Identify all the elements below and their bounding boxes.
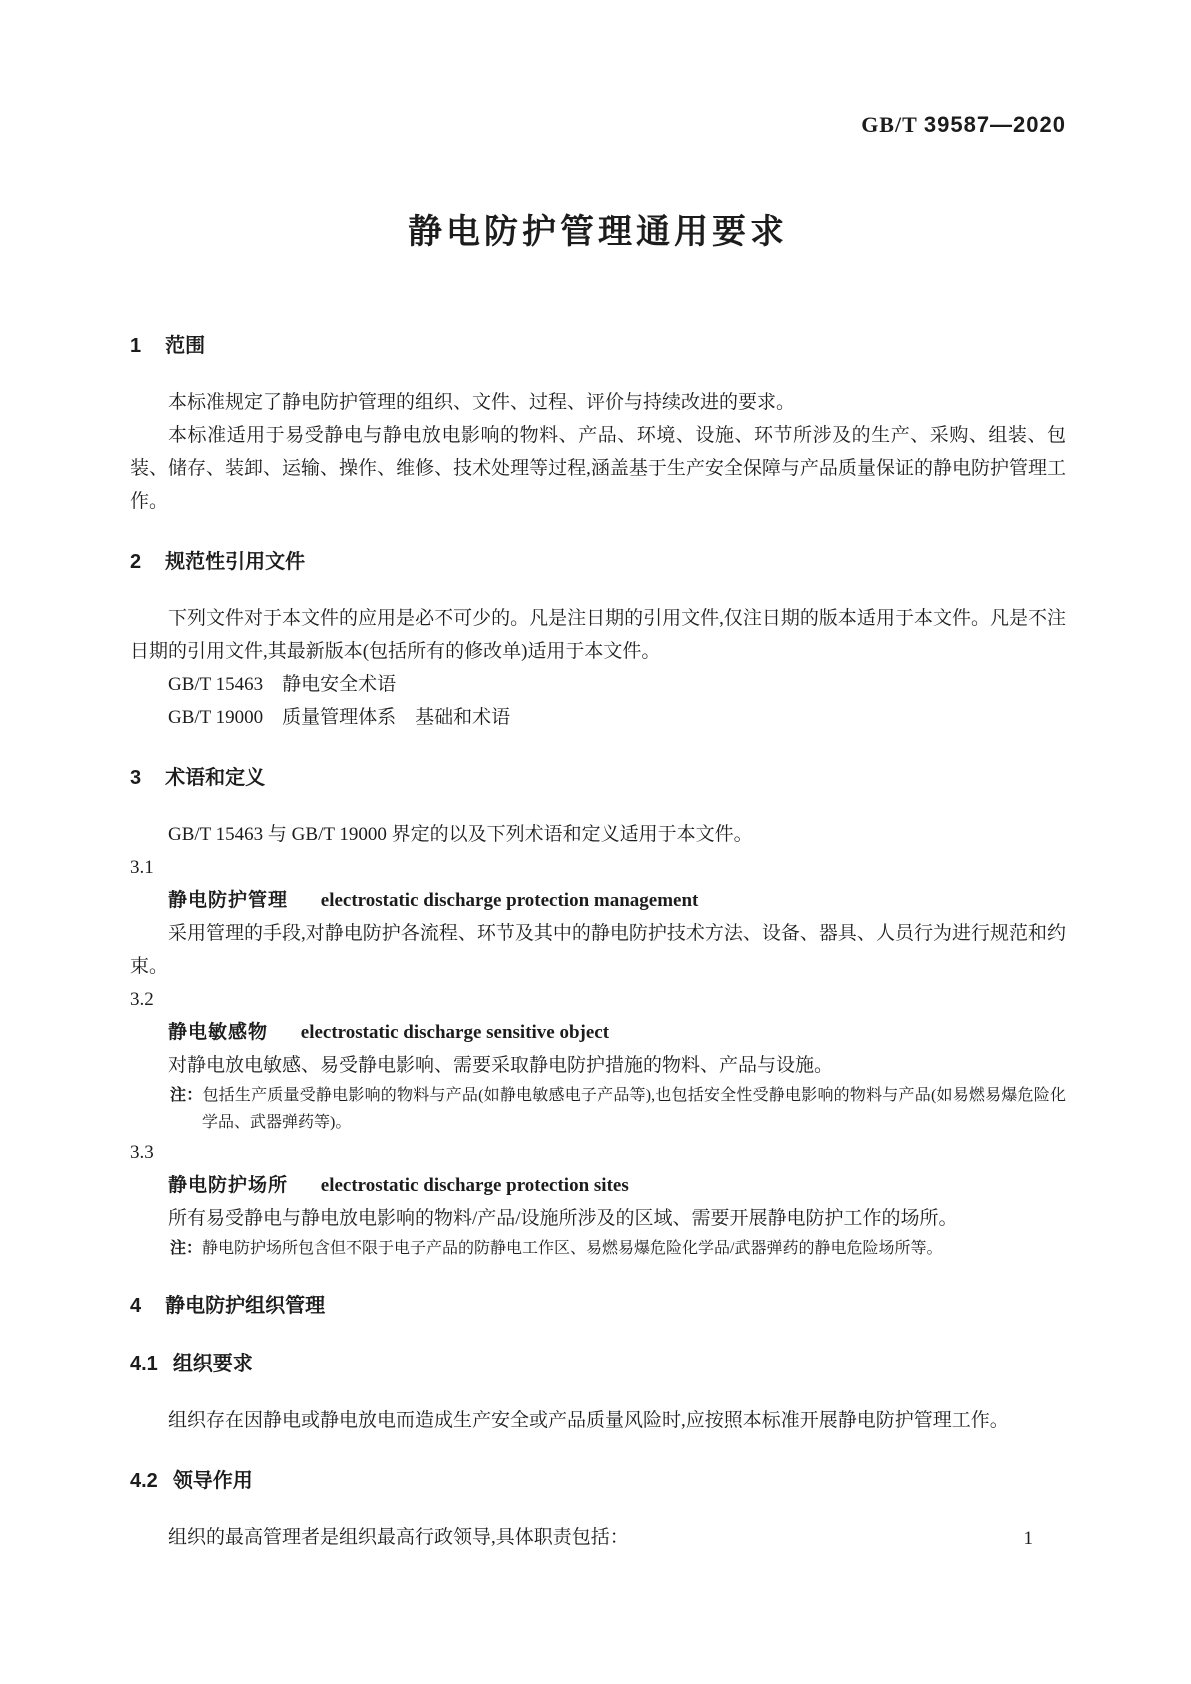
section-1-number: 1 bbox=[130, 335, 142, 357]
standard-code bbox=[130, 112, 1066, 138]
section-3-heading bbox=[130, 764, 1066, 792]
term-3-1-english: electrostatic discharge protection management bbox=[320, 890, 699, 911]
section-4-heading bbox=[130, 1292, 1066, 1320]
section-4-2-number: 4.2 bbox=[130, 1470, 158, 1492]
section-4-2-paragraph: 组织的最高管理者是组织最高行政领导,具体职责包括： bbox=[168, 1527, 629, 1548]
section-1-paragraph-1: 本标准规定了静电防护管理的组织、文件、过程、评价与持续改进的要求。 bbox=[168, 392, 796, 413]
term-3-2-english: electrostatic discharge sensitive object bbox=[300, 1022, 610, 1043]
term-3-2-chinese: 静电敏感物 bbox=[168, 1022, 269, 1043]
term-3-2-number: 3.2 bbox=[130, 989, 154, 1010]
section-2-title: 规范性引用文件 bbox=[165, 551, 306, 573]
normative-reference-2: GB/T 19000 质量管理体系 基础和术语 bbox=[168, 707, 511, 728]
term-3-3-english: electrostatic discharge protection sites bbox=[320, 1175, 629, 1196]
section-4-1-paragraph: 组织存在因静电或静电放电而造成生产安全或产品质量风险时,应按照本标准开展静电防护管理工作。 bbox=[168, 1410, 1009, 1431]
note-label: 注： bbox=[170, 1087, 203, 1104]
section-3-title: 术语和定义 bbox=[165, 767, 266, 789]
term-3-1-chinese: 静电防护管理 bbox=[168, 890, 289, 911]
section-2-heading bbox=[130, 548, 1066, 576]
standard-code-number: 39587—2020 bbox=[923, 112, 1066, 137]
term-3-2-note bbox=[170, 1082, 1066, 1136]
term-3-2-heading bbox=[130, 1016, 1066, 1049]
term-3-3-number: 3.3 bbox=[130, 1142, 154, 1163]
standard-code-prefix: GB/T bbox=[861, 112, 918, 137]
term-3-1-heading bbox=[130, 884, 1066, 917]
page-number: 1 bbox=[1023, 1528, 1033, 1549]
section-2-intro: 下列文件对于本文件的应用是必不可少的。凡是注日期的引用文件,仅注日期的版本适用于本文件。凡是不注日期的引用文件,其最新版本(包括所有的修改单)适用于本文件。 bbox=[130, 608, 1066, 662]
section-4-1-number: 4.1 bbox=[130, 1353, 158, 1375]
section-1-title: 范围 bbox=[165, 335, 206, 357]
term-block-3-1 bbox=[130, 851, 1066, 983]
term-3-3-note bbox=[170, 1235, 1066, 1262]
term-3-1-definition: 采用管理的手段,对静电防护各流程、环节及其中的静电防护技术方法、设备、器具、人员行为进行规范和约束。 bbox=[130, 923, 1066, 977]
term-block-3-2 bbox=[130, 983, 1066, 1136]
normative-reference-1: GB/T 15463 静电安全术语 bbox=[168, 674, 397, 695]
section-4-title: 静电防护组织管理 bbox=[165, 1295, 326, 1317]
term-3-3-heading bbox=[130, 1169, 1066, 1202]
section-4-1-heading bbox=[130, 1350, 1066, 1378]
section-1-heading bbox=[130, 332, 1066, 360]
section-1-paragraph-2: 本标准适用于易受静电与静电放电影响的物料、产品、环境、设施、环节所涉及的生产、采购、组装、包装、储存、装卸、运输、操作、维修、技术处理等过程,涵盖基于生产安全保障与产品质量保证的静电防护管理工作。 bbox=[130, 425, 1066, 512]
term-3-3-definition: 所有易受静电与静电放电影响的物料/产品/设施所涉及的区域、需要开展静电防护工作的场所。 bbox=[168, 1208, 958, 1229]
note-text: 静电防护场所包含但不限于电子产品的防静电工作区、易燃易爆危险化学品/武器弹药的静电危险场所等。 bbox=[202, 1240, 943, 1257]
section-2-number: 2 bbox=[130, 551, 142, 573]
term-block-3-3 bbox=[130, 1136, 1066, 1262]
term-3-3-chinese: 静电防护场所 bbox=[168, 1175, 289, 1196]
note-label: 注： bbox=[170, 1240, 203, 1257]
term-3-1-number: 3.1 bbox=[130, 857, 154, 878]
document-title: 静电防护管理通用要求 bbox=[408, 213, 788, 251]
section-4-2-heading bbox=[130, 1467, 1066, 1495]
note-text: 包括生产质量受静电影响的物料与产品(如静电敏感电子产品等),也包括安全性受静电影响的物料与产品(如易燃易爆危险化学品、武器弹药等)。 bbox=[202, 1087, 1066, 1131]
section-4-1-title: 组织要求 bbox=[172, 1353, 253, 1375]
section-4-number: 4 bbox=[130, 1295, 142, 1317]
term-3-2-definition: 对静电放电敏感、易受静电影响、需要采取静电防护措施的物料、产品与设施。 bbox=[168, 1055, 834, 1076]
section-3-number: 3 bbox=[130, 767, 142, 789]
section-4-2-title: 领导作用 bbox=[172, 1470, 253, 1492]
section-3-intro: GB/T 15463 与 GB/T 19000 界定的以及下列术语和定义适用于本文件。 bbox=[168, 824, 753, 845]
